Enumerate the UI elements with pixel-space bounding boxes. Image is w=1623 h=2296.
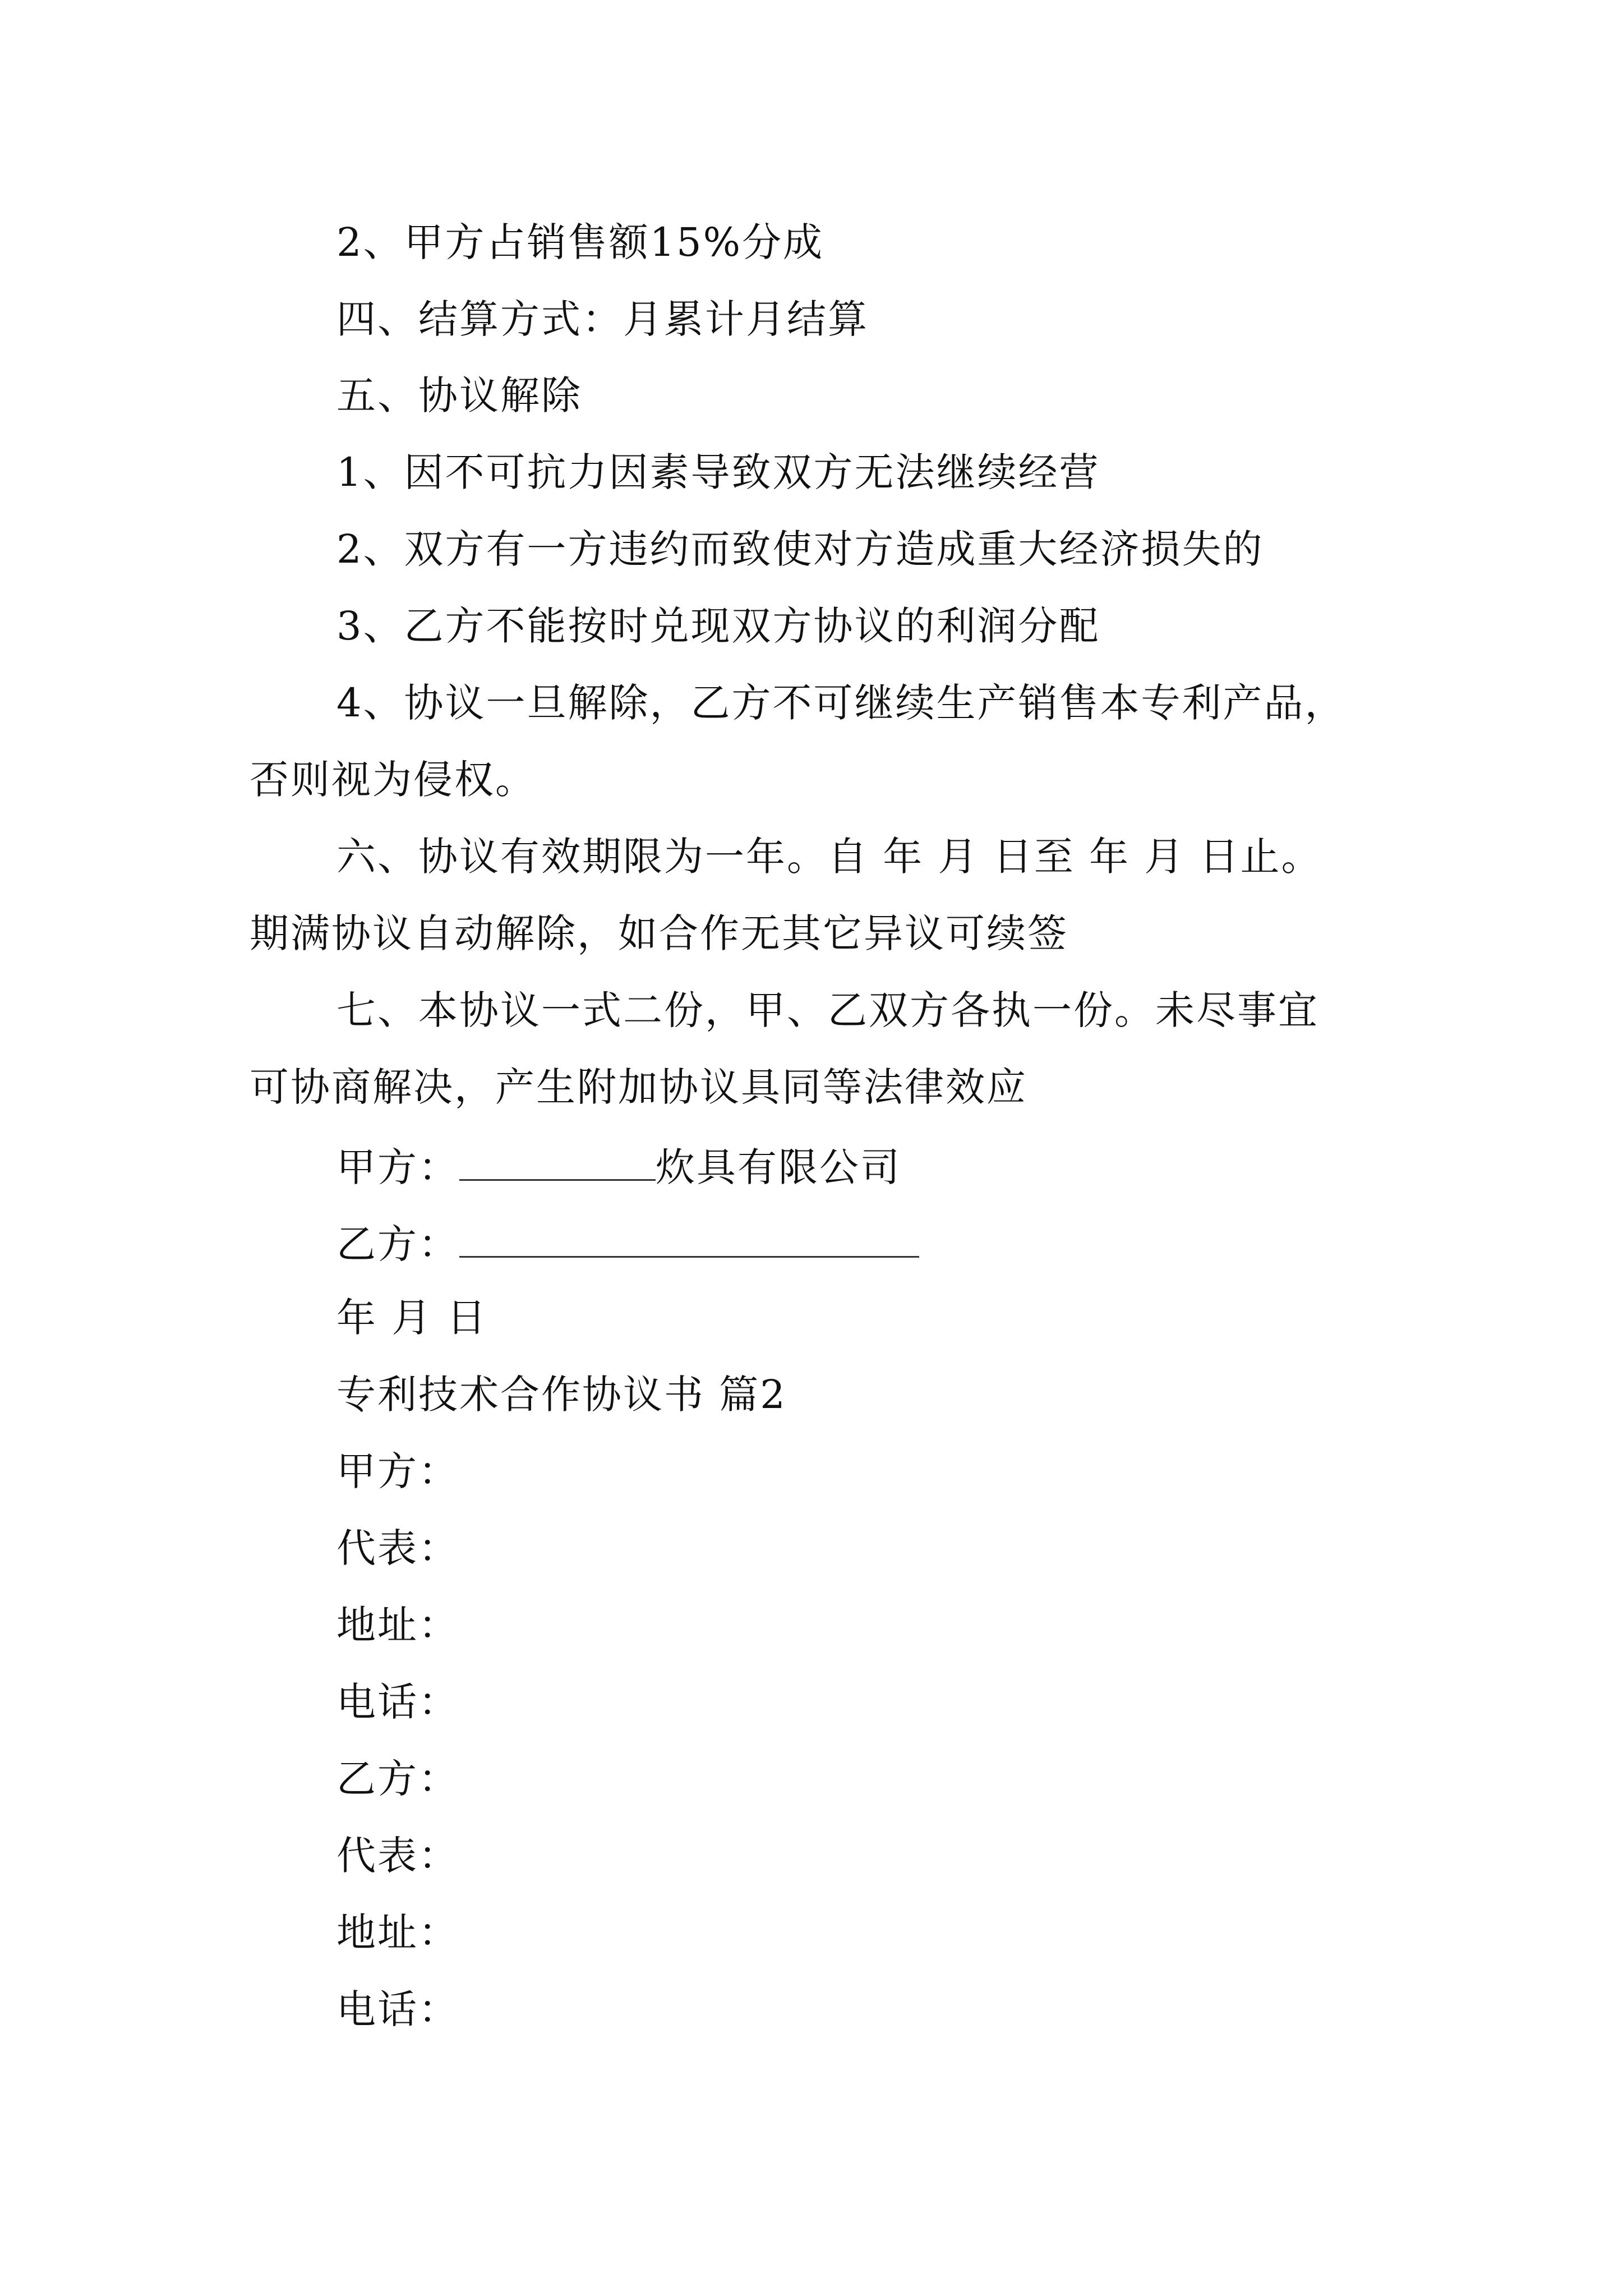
party-a-label: 甲方：: [336, 1144, 459, 1190]
party-a-signature-line: [336, 1144, 901, 1190]
section-2-party-a-phone: 电话：: [336, 1679, 459, 1725]
party-b-name-blank: [459, 1221, 919, 1258]
clause-5-4-cont: 否则视为侵权。: [250, 757, 536, 803]
clause-5-heading: 五、协议解除: [336, 372, 582, 418]
section-2-party-b-phone: 电话：: [336, 1986, 459, 2032]
clause-4-settlement: 四、结算方式：月累计月结算: [336, 296, 869, 342]
clause-5-1: 1、因不可抗力因素导致双方无法继续经营: [336, 449, 1100, 495]
section-2-party-a-representative: 代表：: [336, 1525, 459, 1571]
clause-6: 六、协议有效期限为一年。自 年 月 日至 年 月 日止。: [336, 834, 1322, 880]
section-2-party-a-address: 地址：: [336, 1602, 459, 1648]
section-2-title: 专利技术合作协议书 篇2: [336, 1372, 787, 1418]
clause-7-cont: 可协商解决，产生附加协议具同等法律效应: [250, 1064, 1027, 1110]
section-2-party-a-label: 甲方：: [336, 1448, 459, 1494]
party-b-signature-line: [336, 1221, 919, 1267]
clause-5-2: 2、双方有一方违约而致使对方造成重大经济损失的: [336, 526, 1264, 572]
section-2-party-b-representative: 代表：: [336, 1833, 459, 1879]
party-a-name-blank: [459, 1144, 656, 1181]
clause-5-4: 4、协议一旦解除，乙方不可继续生产销售本专利产品，: [336, 680, 1346, 726]
clause-5-3: 3、乙方不能按时兑现双方协议的利润分配: [336, 603, 1100, 649]
section-2-party-b-label: 乙方：: [336, 1756, 459, 1802]
party-a-company: 炊具有限公司: [656, 1144, 901, 1190]
date-line: 年 月 日: [336, 1295, 488, 1341]
section-2-party-b-address: 地址：: [336, 1910, 459, 1955]
clause-6-cont: 期满协议自动解除，如合作无其它异议可续签: [250, 910, 1068, 956]
party-b-label: 乙方：: [336, 1221, 459, 1267]
clause-7: 七、本协议一式二份，甲、乙双方各执一份。未尽事宜: [336, 987, 1319, 1033]
clause-3-2: 2、甲方占销售额15%分成: [336, 219, 824, 265]
